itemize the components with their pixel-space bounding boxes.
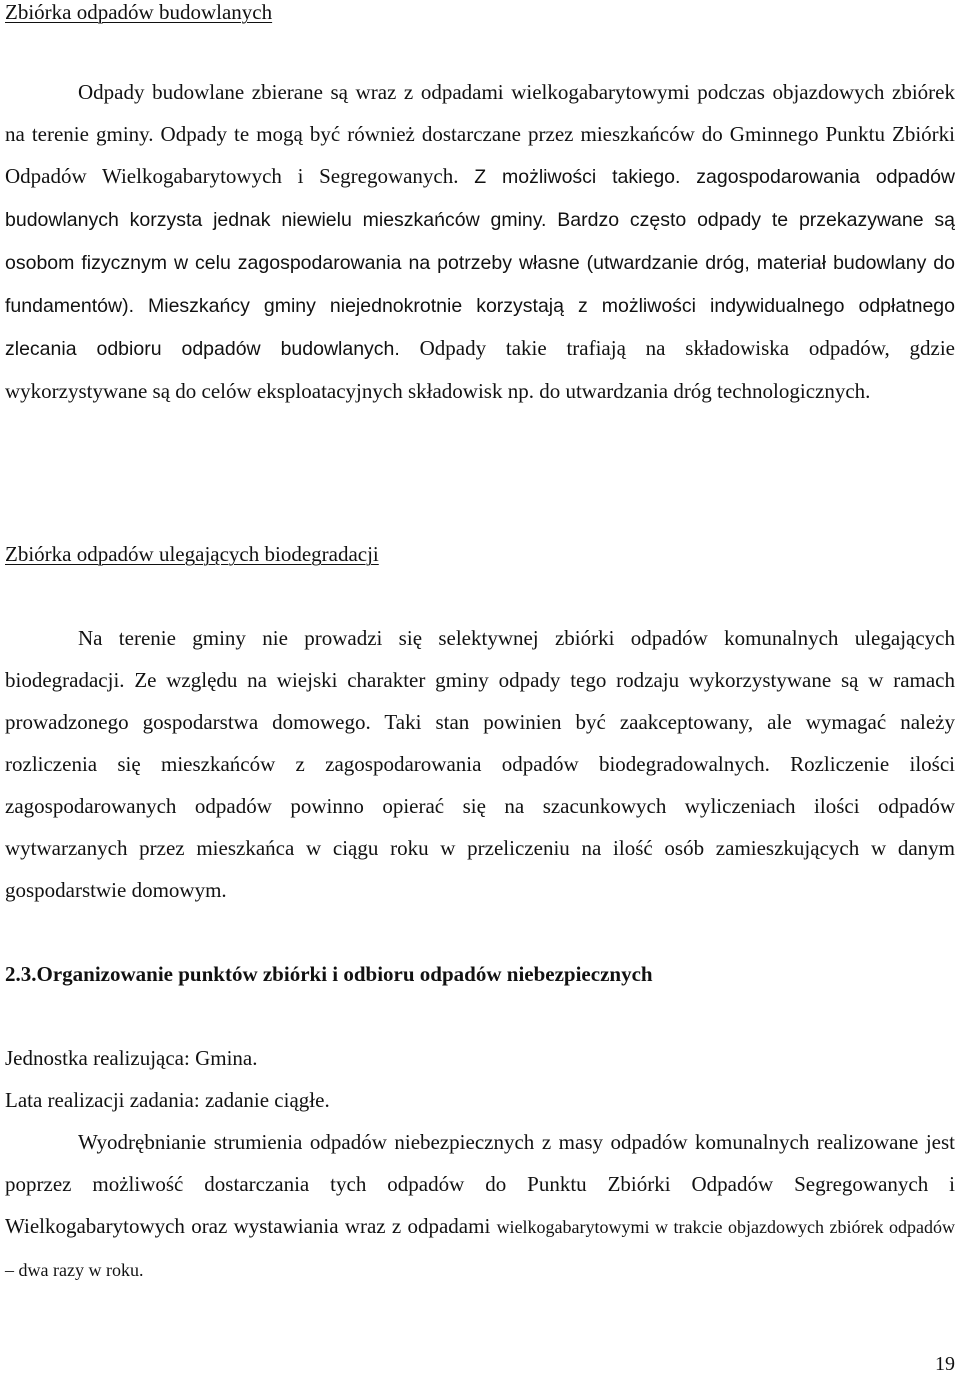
section-title-building-waste: Zbiórka odpadów budowlanych <box>5 0 273 24</box>
paragraph-building-waste-part2: Z możliwości takiego. zagospodarowania odpadów budowlanych korzysta jednak niewielu mieszkańców gminy. Bardzo często odpady te przekazywane są osobom fizycznym w celu zagospodarowania na potrzeby własne (utwardzanie dróg, materiał budowlany do fundamentów). Mieszkańcy gminy niejednokrotnie korzystają z możliwości indywidualnego odpłatnego zlecania odbioru odpadów budowlanych. <box>5 166 956 360</box>
paragraph-hazardous-end: – dwa razy w roku. <box>5 1260 144 1280</box>
paragraph-building-waste-part1: Odpady budowlane zbierane są wraz z odpadami wielkogabarytowymi podczas objazdowych zbiórek na terenie gminy. Odpady te mogą być również dostarczane przez mieszkańców do Gminnego Punktu Zbiórki Odpadów Wielkogabarytowych i Segregowanych. <box>5 80 955 188</box>
paragraph-hazardous-main: Wyodrębnianie strumienia odpadów niebezpiecznych z masy odpadów komunalnych realizowane jest poprzez możliwość dostarczania tych odpadów do Punktu Zbiórki Odpadów Segregowanych i Wielkogabarytowych oraz wystawiania wraz z odpadami <box>5 1130 955 1238</box>
implementing-unit-line: Jednostka realizująca: Gmina. <box>5 1046 258 1070</box>
paragraph-hazardous <box>5 1121 955 1291</box>
page-number: 19 <box>935 1353 955 1375</box>
section-title-hazardous: 2.3.Organizowanie punktów zbiórki i odbioru odpadów niebezpiecznych <box>5 962 653 986</box>
paragraph-building-waste <box>5 71 955 412</box>
paragraph-biodegradable: Na terenie gminy nie prowadzi się selektywnej zbiórki odpadów komunalnych ulegających biodegradacji. Ze względu na wiejski charakter gminy odpady tego rodzaju wykorzystywane są w ramach prowadzonego gospodarstwa domowego. Taki stan powinien być zaakceptowany, ale wymagać należy rozliczenia się mieszkańców z zagospodarowania odpadów biodegradowalnych. Rozliczenie ilości zagospodarowanych odpadów powinno opierać się na szacunkowych wyliczeniach ilości odpadów wytwarzanych przez mieszkańca w ciągu roku w przeliczeniu na ilość osób zamieszkujących w danym gospodarstwie domowym. <box>5 626 955 902</box>
implementation-years-line: Lata realizacji zadania: zadanie ciągłe. <box>5 1088 330 1112</box>
paragraph-building-waste-part3: Odpady takie trafiają na składowiska odpadów, gdzie wykorzystywane są do celów eksploatacyjnych składowisk np. do utwardzania dróg technologicznych. <box>5 336 955 403</box>
section-title-biodegradable: Zbiórka odpadów ulegających biodegradacji <box>5 542 379 566</box>
paragraph-hazardous-small: wielkogabarytowymi w trakcie objazdowych zbiórek odpadów <box>496 1217 955 1237</box>
